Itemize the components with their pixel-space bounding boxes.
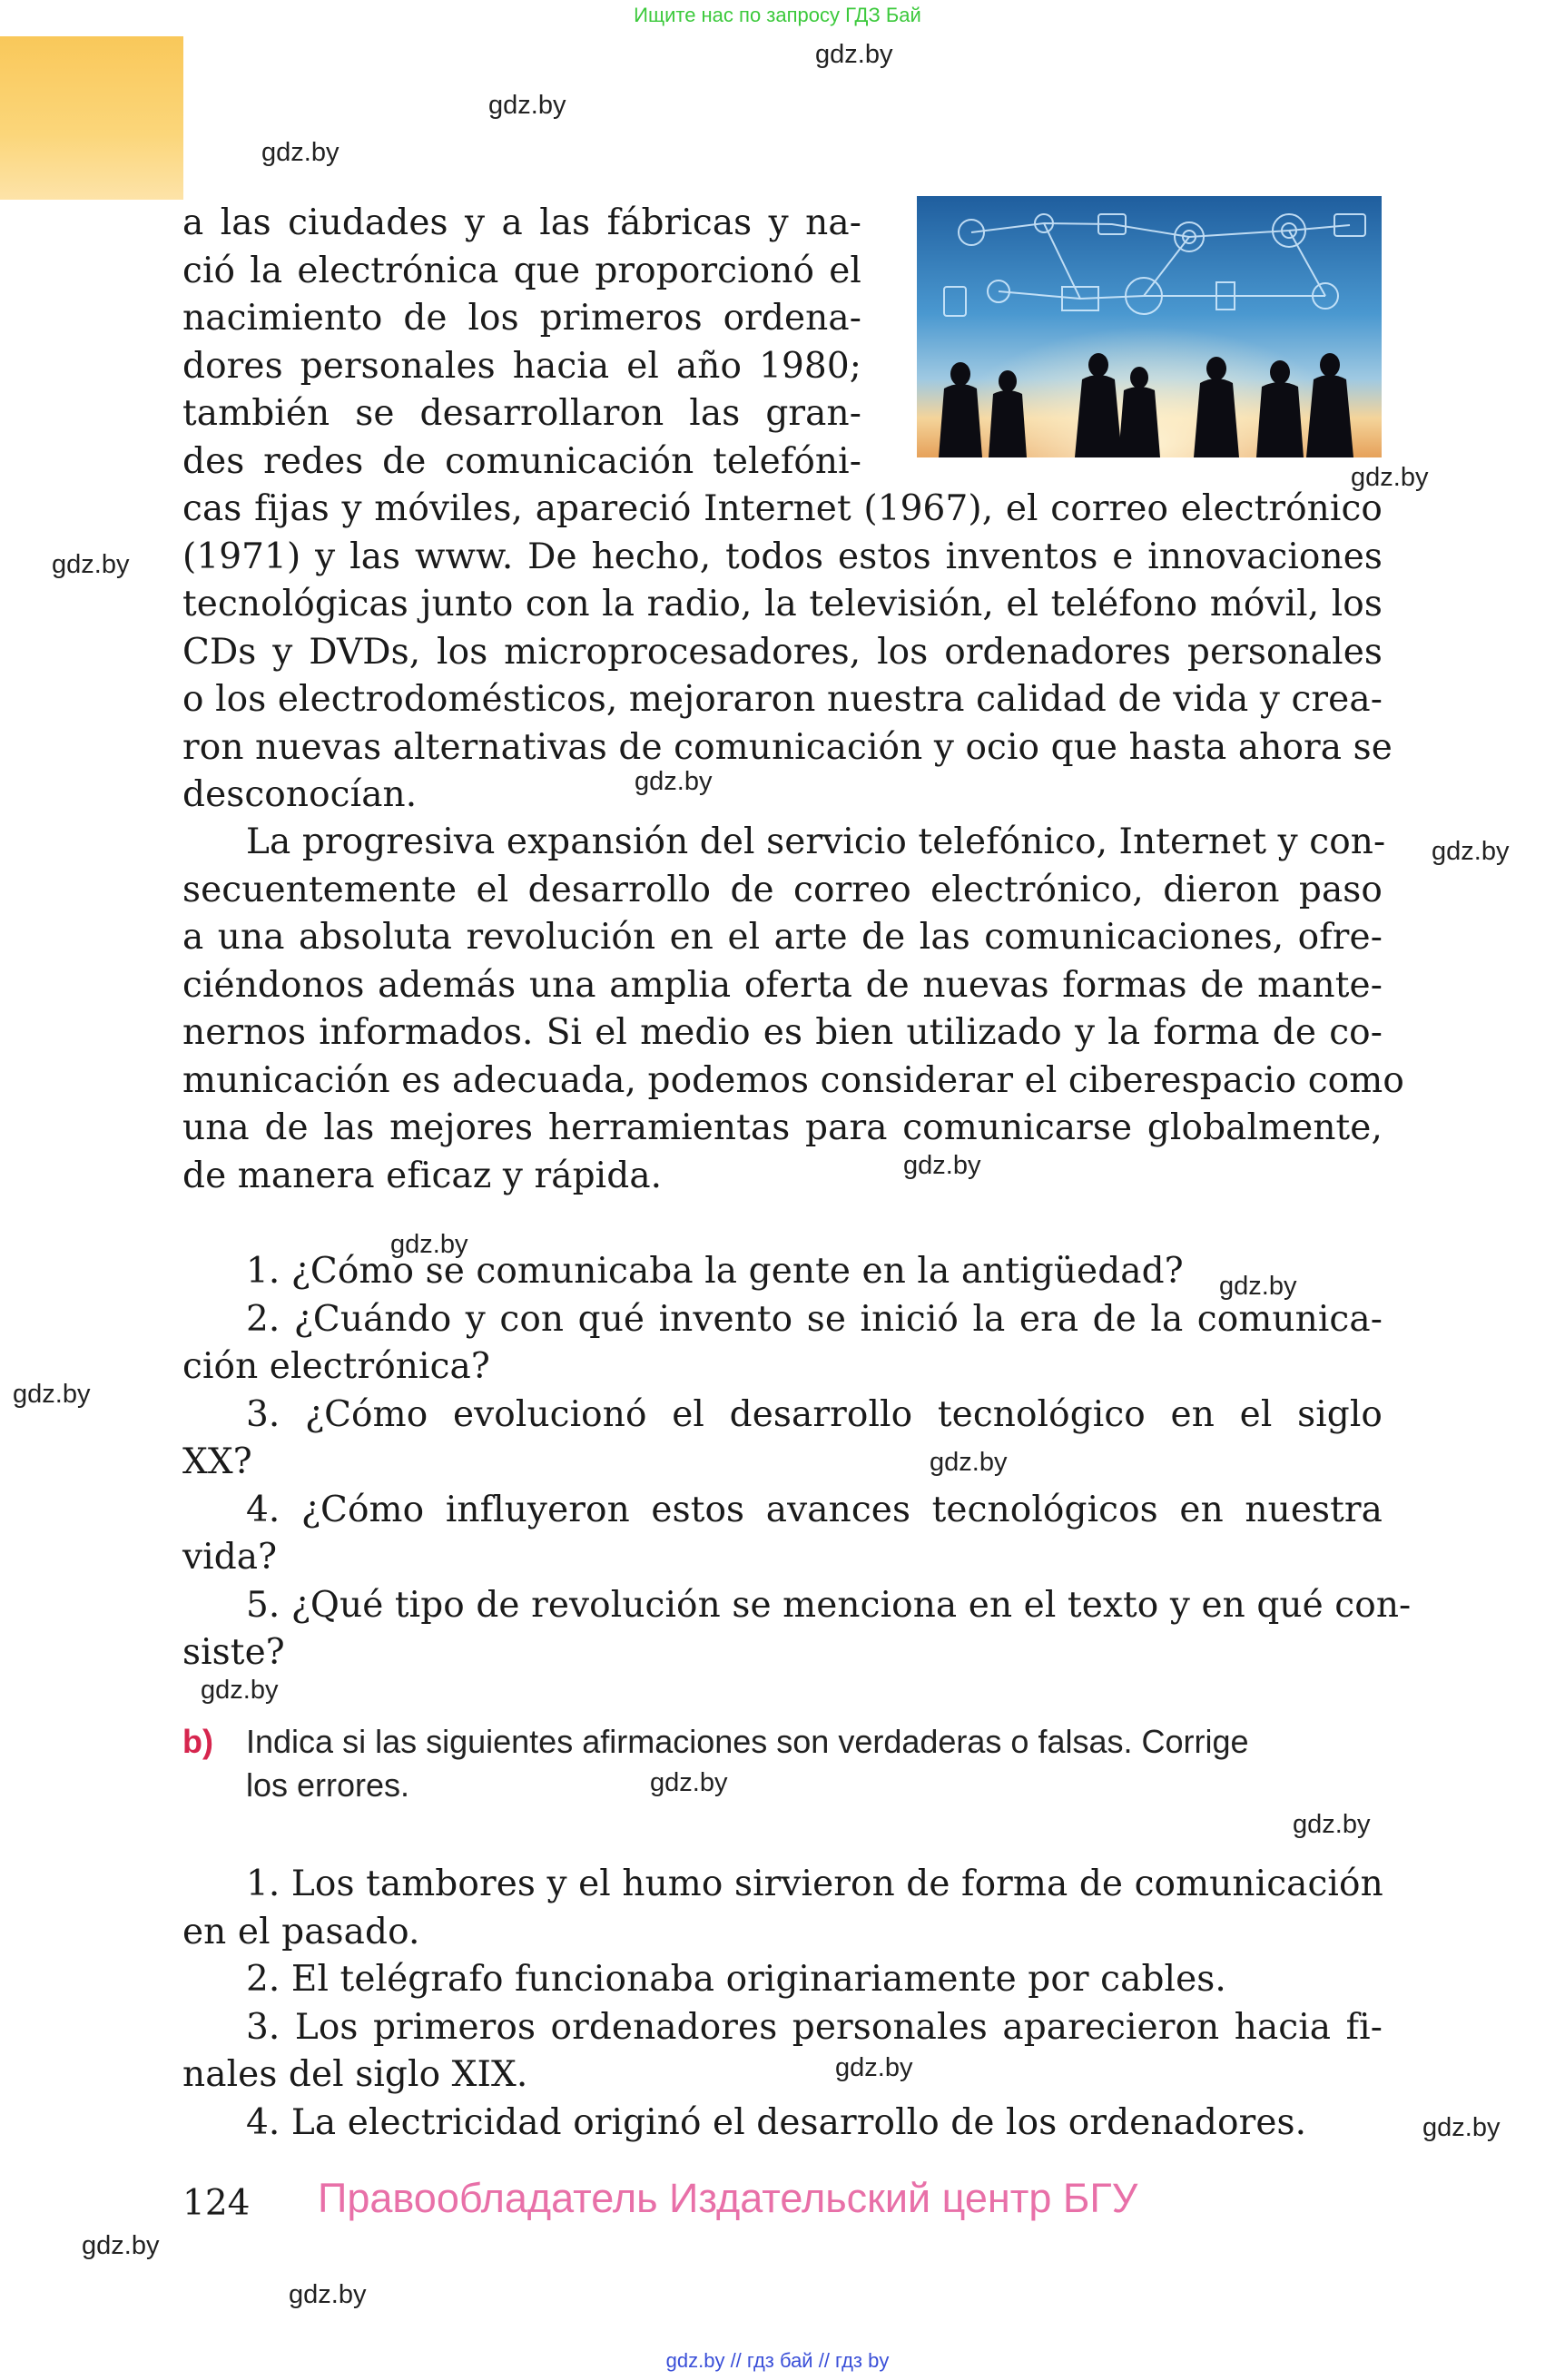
exercise-b-label: b)	[182, 1723, 213, 1760]
watermark: gdz.by	[1293, 1810, 1371, 1839]
text-line: nacimiento de los primeros ordena-	[182, 298, 861, 339]
text-line: o los electrodomésticos, mejoraron nuestra calidad de vida y crea-	[182, 679, 1383, 720]
paragraph-2	[182, 819, 1404, 1200]
statement-item-continuation: en el pasado.	[182, 1911, 420, 1952]
exercise-b-text: los errores.	[246, 1766, 410, 1804]
question-item: 4. ¿Cómo influyeron estos avances tecnológicos en nuestra	[246, 1489, 1383, 1530]
rights-holder: Правообладатель Издательский центр БГУ	[318, 2175, 1138, 2221]
watermark: gdz.by	[1432, 837, 1510, 866]
watermark: gdz.by	[1422, 2113, 1501, 2142]
question-item: 2. ¿Cuándo y con qué invento se inició la era de la comunica-	[246, 1298, 1383, 1340]
watermark: gdz.by	[650, 1768, 728, 1797]
text-line: des redes de comunicación telefóni-	[182, 440, 861, 482]
statement-item-continuation: nales del siglo XIX.	[182, 2054, 528, 2095]
exercise-b-instruction	[182, 1720, 1383, 1807]
text-line: dores personales hacia el año 1980;	[182, 345, 861, 387]
watermark: gdz.by	[82, 2231, 160, 2260]
text-line: una de las mejores herramientas para comunicarse globalmente,	[182, 1107, 1383, 1148]
text-line: a las ciudades y a las fábricas y na-	[182, 202, 861, 243]
watermark: gdz.by	[1351, 463, 1429, 492]
watermark: gdz.by	[930, 1448, 1008, 1477]
statement-item: 3. Los primeros ordenadores personales aparecieron hacia fi-	[246, 2006, 1383, 2048]
text-line: desconocían.	[182, 774, 418, 815]
text-line: a una absoluta revolución en el arte de las comunicaciones, ofre-	[182, 917, 1383, 958]
text-line: municación es adecuada, podemos considerar el ciberespacio como	[182, 1059, 1404, 1101]
watermark: gdz.by	[815, 40, 893, 69]
watermark: gdz.by	[261, 138, 340, 167]
text-line: ciéndonos además una amplia oferta de nuevas formas de mante-	[182, 964, 1383, 1006]
text-line: de manera eficaz y rápida.	[182, 1155, 663, 1196]
exercise-b-text: Indica si las siguientes afirmaciones son verdaderas o falsas. Corrige	[246, 1723, 1249, 1760]
watermark: gdz.by	[635, 767, 713, 796]
watermark: gdz.by	[201, 1676, 279, 1705]
watermark: gdz.by	[289, 2280, 367, 2309]
corner-color-tab	[0, 36, 183, 200]
question-item: 3. ¿Cómo evolucionó el desarrollo tecnológico en el siglo	[246, 1393, 1383, 1435]
question-item-continuation: XX?	[182, 1441, 252, 1482]
watermark: gdz.by	[835, 2053, 913, 2082]
question-item: 1. ¿Cómo se comunicaba la gente en la antigüedad?	[246, 1251, 1184, 1292]
watermark: gdz.by	[390, 1230, 468, 1259]
question-item: 5. ¿Qué tipo de revolución se menciona en el texto y en qué con-	[246, 1584, 1412, 1626]
watermark: gdz.by	[52, 550, 130, 579]
top-banner: Ищите нас по запросу ГДЗ Бай	[634, 4, 921, 26]
statement-item: 1. Los tambores y el humo sirvieron de forma de comunicación	[246, 1864, 1383, 1904]
text-line: La progresiva expansión del servicio telefónico, Internet y con-	[246, 821, 1386, 862]
statement-item: 2. El telégrafo funcionaba originariamente por cables.	[246, 1959, 1226, 2000]
text-line: también se desarrollaron las gran-	[182, 393, 861, 434]
question-item-continuation: siste?	[182, 1632, 285, 1673]
text-line: CDs y DVDs, los microprocesadores, los ordenadores personales	[182, 631, 1383, 673]
watermark: gdz.by	[1219, 1272, 1297, 1301]
footer-links[interactable]: gdz.by // гдз бай // гдз by	[665, 2349, 890, 2372]
page-number: 124	[182, 2183, 251, 2224]
question-item-continuation: vida?	[182, 1537, 278, 1578]
text-line: ron nuevas alternativas de comunicación y ocio que hasta ahora se	[182, 726, 1393, 768]
text-line: (1971) y las www. De hecho, todos estos inventos e innovaciones	[182, 536, 1383, 577]
watermark: gdz.by	[488, 91, 566, 120]
watermark: gdz.by	[903, 1151, 981, 1180]
watermark: gdz.by	[13, 1380, 91, 1409]
text-line: cas fijas y móviles, apareció Internet (1967), el correo electrónico	[182, 488, 1383, 529]
text-line: ció la electrónica que proporcionó el	[182, 250, 861, 291]
statement-item: 4. La electricidad originó el desarrollo de los ordenadores.	[246, 2101, 1307, 2143]
questions-list	[182, 1248, 1412, 1677]
text-line: tecnológicas junto con la radio, la televisión, el teléfono móvil, los	[182, 584, 1383, 625]
question-item-continuation: ción electrónica?	[182, 1346, 490, 1387]
statements-list	[182, 1861, 1383, 2147]
text-line: nernos informados. Si el medio es bien utilizado y la forma de co-	[182, 1012, 1383, 1053]
text-line: secuentemente el desarrollo de correo electrónico, dieron paso	[182, 869, 1383, 910]
